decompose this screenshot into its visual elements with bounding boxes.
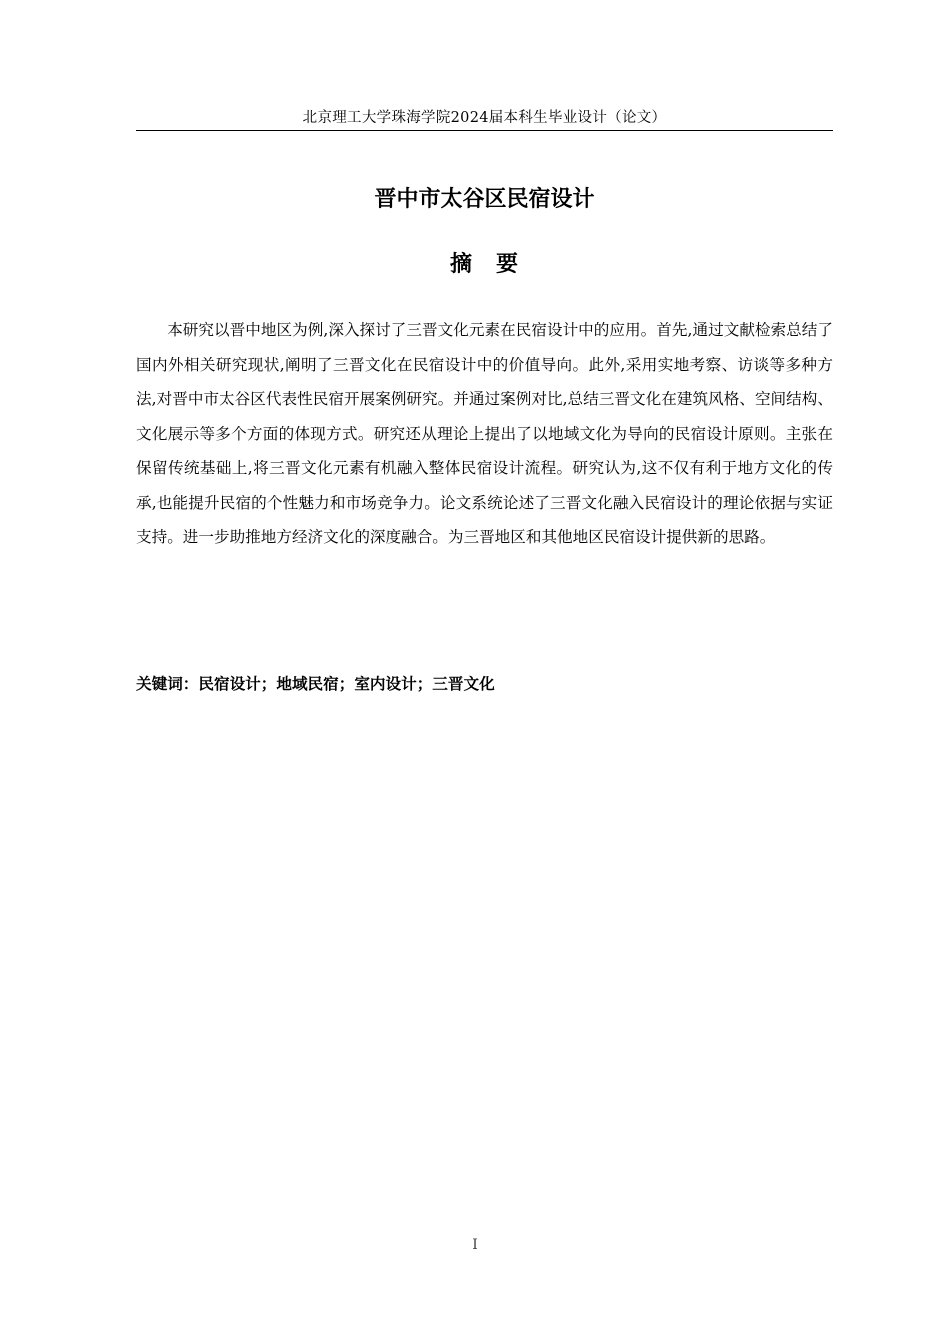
header-rule	[136, 130, 833, 131]
keywords-line: 关键词：民宿设计；地域民宿；室内设计；三晋文化	[136, 675, 495, 693]
abstract-heading: 摘 要	[449, 252, 519, 277]
thesis-title: 晋中市太谷区民宿设计	[374, 187, 595, 212]
abstract-body: 本研究以晋中地区为例,深入探讨了三晋文化元素在民宿设计中的应用。首先,通过文献检索总结了国内外相关研究现状,阐明了三晋文化在民宿设计中的价值导向。此外,采用实地考察、访谈等多种方法,对晋中市太谷区代表性民宿开展案例研究。并通过案例对比,总结三晋文化在建筑风格、空间结构、文化展示等多个方面的体现方式。研究还从理论上提出了以地域文化为导向的民宿设计原则。主张在保留传统基础上,将三晋文化元素有机融入整体民宿设计流程。研究认为,这不仅有利于地方文化的传承,也能提升民宿的个性魅力和市场竞争力。论文系统论述了三晋文化融入民宿设计的理论依据与实证支持。进一步助推地方经济文化的深度融合。为三晋地区和其他地区民宿设计提供新的思路。	[136, 321, 833, 546]
running-header: 北京理工大学珠海学院2024届本科生毕业设计（论文）	[302, 110, 667, 126]
page-number: I	[472, 1237, 478, 1253]
